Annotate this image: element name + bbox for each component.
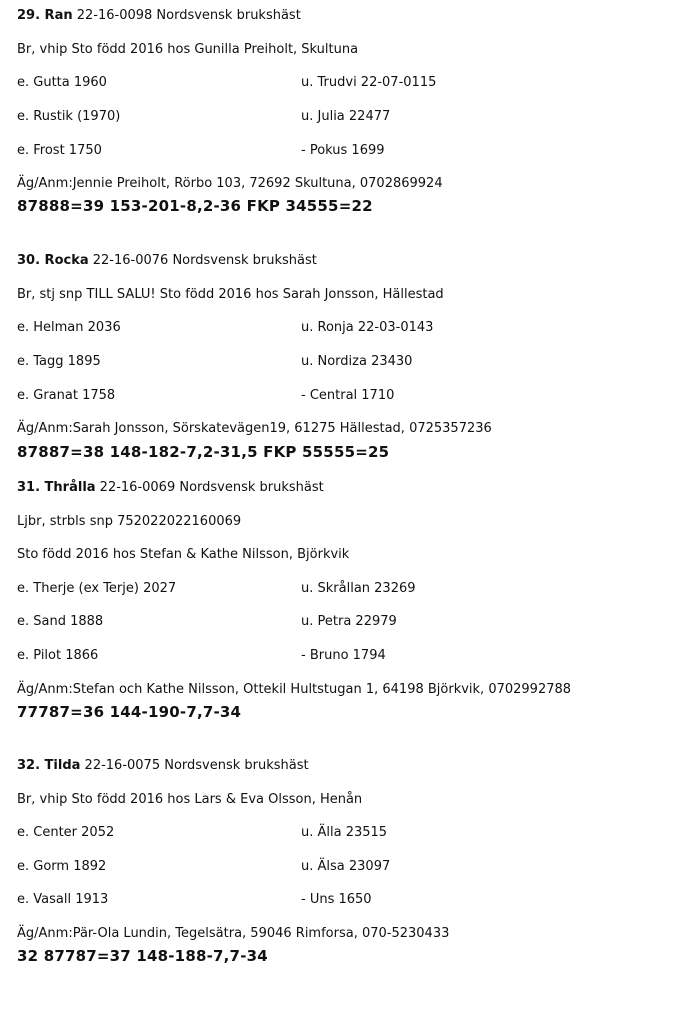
entry-heading	[17, 7, 301, 25]
sire-line: e. Frost 1750	[17, 143, 102, 158]
sire-line: e. Rustik (1970)	[17, 109, 121, 124]
score-line: 87888=39 153-201-8,2-36 FKP 34555=22	[17, 197, 373, 215]
entry-heading	[17, 757, 309, 775]
sire-line: e. Center 2052	[17, 825, 115, 840]
score-line: 32 87787=37 148-188-7,7-34	[17, 947, 268, 965]
sire-line: e. Sand 1888	[17, 614, 104, 629]
dam-line: - Pokus 1699	[301, 143, 385, 158]
sire-line: e. Gutta 1960	[17, 75, 107, 90]
entry-reg-breed: 22-16-0098 Nordsvensk brukshäst	[72, 8, 301, 23]
sire-line: e. Helman 2036	[17, 320, 121, 335]
dam-line: u. Ronja 22-03-0143	[301, 320, 434, 335]
dam-line: u. Trudvi 22-07-0115	[301, 75, 437, 90]
sire-line: e. Tagg 1895	[17, 354, 101, 369]
sire-line: e. Therje (ex Terje) 2027	[17, 581, 177, 596]
sire-line: e. Pilot 1866	[17, 648, 99, 663]
entry-number-name: 29. Ran	[17, 8, 73, 23]
entry-description-2: Sto född 2016 hos Stefan & Kathe Nilsson, Björkvik	[17, 547, 350, 562]
sire-line: e. Vasall 1913	[17, 892, 109, 907]
dam-line: u. Älsa 23097	[301, 859, 391, 874]
entry-reg-breed: 22-16-0075 Nordsvensk brukshäst	[80, 758, 309, 773]
dam-line: u. Nordiza 23430	[301, 354, 413, 369]
entry-description: Ljbr, strbls snp 752022022160069	[17, 514, 242, 529]
entry-description: Br, vhip Sto född 2016 hos Lars & Eva Olsson, Henån	[17, 792, 363, 807]
sire-line: e. Gorm 1892	[17, 859, 107, 874]
entry-reg-breed: 22-16-0069 Nordsvensk brukshäst	[95, 480, 324, 495]
entry-description: Br, vhip Sto född 2016 hos Gunilla Preiholt, Skultuna	[17, 42, 359, 57]
entry-reg-breed: 22-16-0076 Nordsvensk brukshäst	[88, 253, 317, 268]
score-line: 87887=38 148-182-7,2-31,5 FKP 55555=25	[17, 443, 390, 461]
owner-info: Äg/Anm:Jennie Preiholt, Rörbo 103, 72692 Skultuna, 0702869924	[17, 176, 443, 191]
dam-line: u. Älla 23515	[301, 825, 388, 840]
entry-number-name: 31. Thrålla	[17, 480, 96, 495]
entry-description: Br, stj snp TILL SALU! Sto född 2016 hos Sarah Jonsson, Hällestad	[17, 287, 444, 302]
owner-info: Äg/Anm:Stefan och Kathe Nilsson, Ottekil Hultstugan 1, 64198 Björkvik, 0702992788	[17, 682, 572, 697]
dam-line: u. Petra 22979	[301, 614, 397, 629]
owner-info: Äg/Anm:Sarah Jonsson, Sörskatevägen19, 61275 Hällestad, 0725357236	[17, 421, 492, 436]
entry-heading	[17, 252, 317, 270]
entry-number-name: 32. Tilda	[17, 758, 81, 773]
dam-line: - Uns 1650	[301, 892, 372, 907]
owner-info: Äg/Anm:Pär-Ola Lundin, Tegelsätra, 59046 Rimforsa, 070-5230433	[17, 926, 450, 941]
dam-line: - Bruno 1794	[301, 648, 386, 663]
dam-line: u. Julia 22477	[301, 109, 391, 124]
score-line: 77787=36 144-190-7,7-34	[17, 703, 242, 721]
dam-line: u. Skrållan 23269	[301, 581, 416, 596]
entry-number-name: 30. Rocka	[17, 253, 89, 268]
sire-line: e. Granat 1758	[17, 388, 116, 403]
entry-heading	[17, 479, 324, 497]
dam-line: - Central 1710	[301, 388, 395, 403]
